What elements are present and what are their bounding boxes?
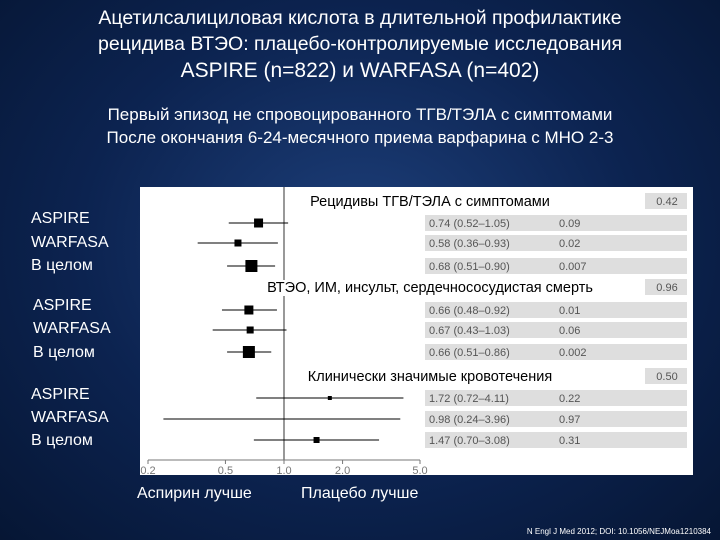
placebo-better-caption: Плацебо лучше — [301, 485, 419, 502]
p-value: 0.002 — [559, 347, 587, 359]
ci-text: 1.72 (0.72–4.11) — [429, 393, 509, 405]
x-tick-label: 0.5 — [217, 465, 234, 475]
p-value: 0.22 — [559, 393, 581, 405]
x-tick-label: 1.0 — [276, 465, 292, 475]
hazard-ratio-marker — [234, 240, 241, 247]
interaction-p-value: 0.50 — [656, 371, 678, 383]
p-value: 0.01 — [559, 305, 581, 317]
group-title: Клинически значимые кровотечения — [307, 369, 553, 385]
x-tick-label: 2.0 — [334, 465, 351, 475]
forest-plot — [140, 187, 693, 475]
interaction-p-value: 0.96 — [656, 282, 678, 294]
slide-title-line-3: ASPIRE (n=822) и WARFASA (n=402) — [180, 59, 540, 82]
hazard-ratio-marker — [314, 437, 320, 443]
row-label: В целом — [33, 344, 95, 361]
ci-text: 0.58 (0.36–0.93) — [429, 238, 510, 250]
slide-title-line-2: рецидива ВТЭО: плацебо-контролируемые исследования — [97, 33, 623, 55]
row-label: WARFASA — [31, 409, 109, 426]
ci-text: 0.66 (0.51–0.86) — [429, 347, 510, 359]
interaction-p-value: 0.42 — [656, 196, 678, 208]
slide-title-line-1: Ацетилсалициловая кислота в длительной профилактике — [98, 7, 622, 29]
ci-text: 0.67 (0.43–1.03) — [429, 325, 510, 337]
hazard-ratio-marker — [243, 346, 255, 358]
row-label: WARFASA — [31, 234, 109, 251]
hazard-ratio-marker — [247, 327, 254, 334]
x-tick-label: 0.2 — [140, 465, 156, 475]
hazard-ratio-marker — [245, 260, 257, 272]
row-label: ASPIRE — [31, 210, 90, 227]
subtitle-line-1: Первый эпизод не спровоцированного ТГВ/ТЭЛА с симптомами — [107, 105, 613, 124]
ci-text: 1.47 (0.70–3.08) — [429, 435, 510, 447]
hazard-ratio-marker — [328, 396, 332, 400]
p-value: 0.02 — [559, 238, 581, 250]
row-label: В целом — [31, 257, 93, 274]
p-value: 0.31 — [559, 435, 581, 447]
ci-text: 0.74 (0.52–1.05) — [429, 218, 510, 230]
ci-text: 0.66 (0.48–0.92) — [429, 305, 510, 317]
row-label: В целом — [31, 432, 93, 449]
p-value: 0.007 — [559, 261, 587, 273]
forest-plot-panel — [140, 187, 693, 475]
aspirin-better-caption: Аспирин лучше — [137, 485, 252, 502]
p-value: 0.97 — [559, 414, 581, 426]
group-title: ВТЭО, ИМ, инсульт, сердечнососудистая смерть — [267, 280, 593, 296]
row-label: ASPIRE — [33, 297, 92, 314]
p-value: 0.06 — [559, 325, 581, 337]
citation: N Engl J Med 2012; DOI: 10.1056/NEJMoa1210384 — [526, 527, 711, 536]
group-title: Рецидивы ТГВ/ТЭЛА с симптомами — [310, 194, 550, 210]
row-label: WARFASA — [33, 320, 111, 337]
row-label: ASPIRE — [31, 386, 90, 403]
ci-text: 0.98 (0.24–3.96) — [429, 414, 510, 426]
hazard-ratio-marker — [244, 306, 253, 315]
x-tick-label: 5.0 — [412, 465, 428, 475]
p-value: 0.09 — [559, 218, 581, 230]
ci-text: 0.68 (0.51–0.90) — [429, 261, 510, 273]
hazard-ratio-marker — [254, 219, 263, 228]
subtitle-line-2: После окончания 6-24-месячного приема варфарина с МНО 2-3 — [106, 128, 614, 147]
